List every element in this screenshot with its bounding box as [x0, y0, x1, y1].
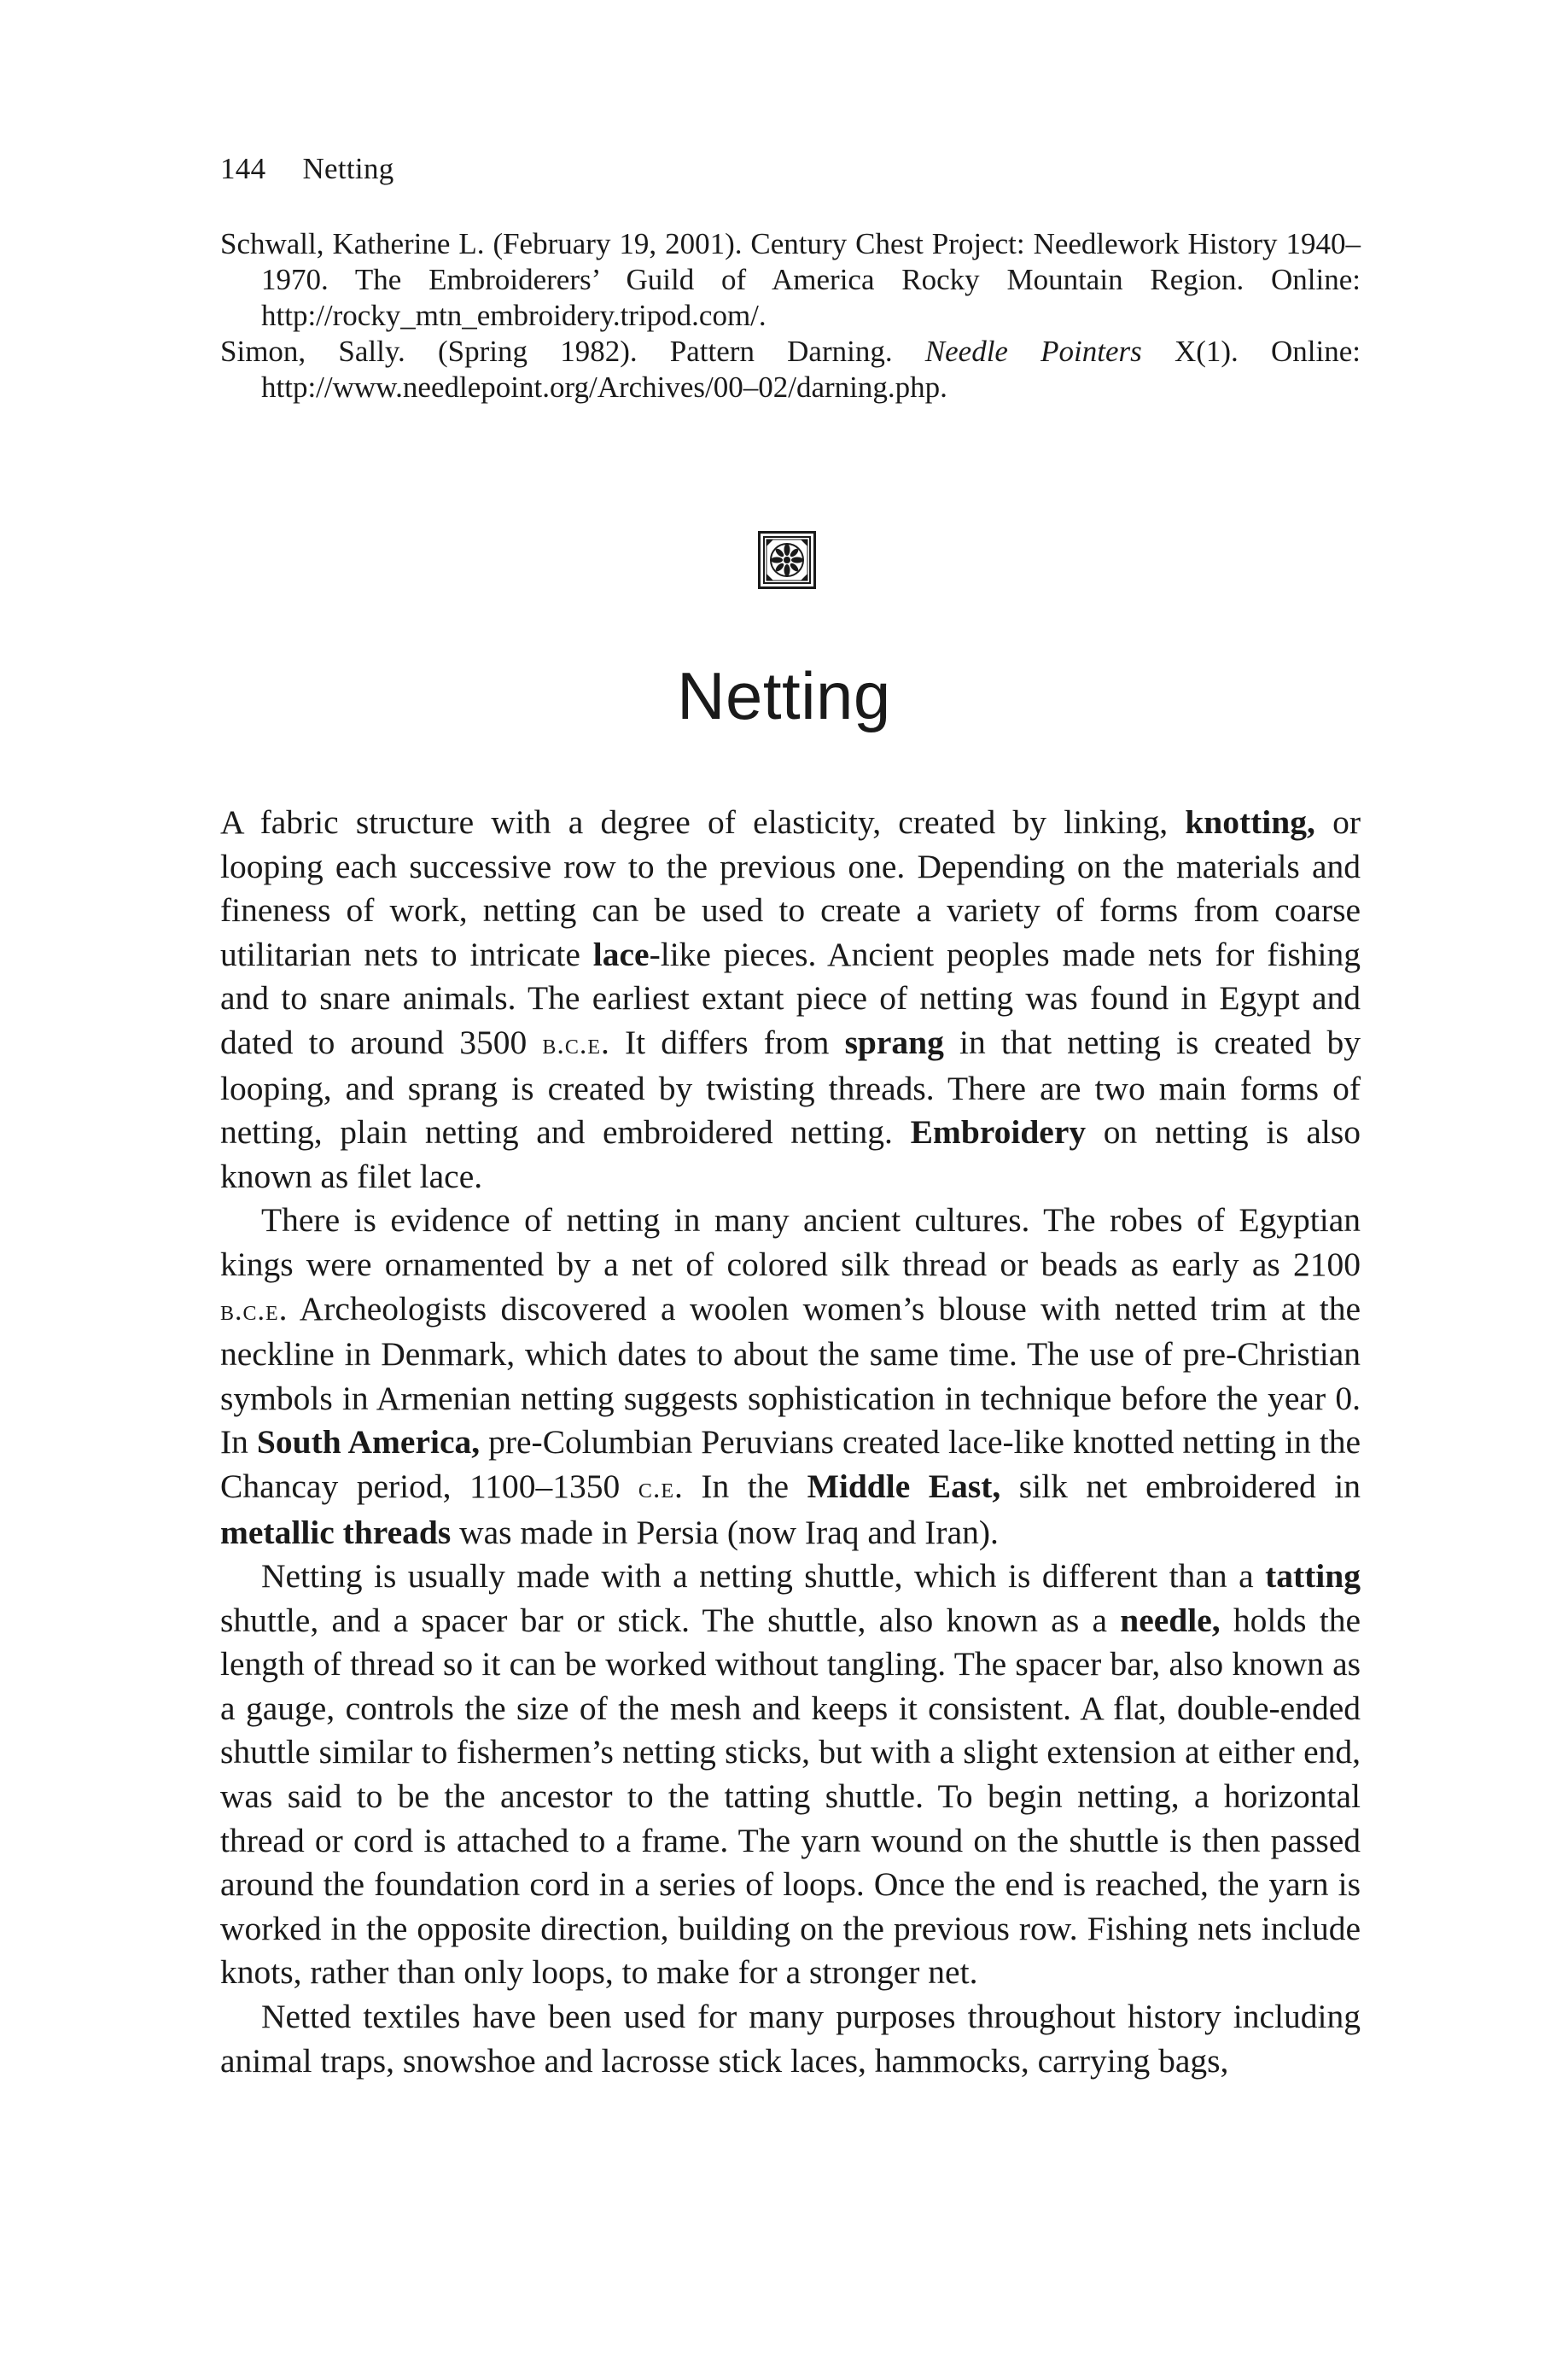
- journal-title: Needle Pointers: [924, 335, 1142, 368]
- page-number: 144: [220, 152, 266, 185]
- cross-reference-term: lace: [592, 935, 650, 973]
- body-paragraph: [220, 1199, 1361, 1555]
- era-abbreviation: c.e: [638, 1472, 674, 1504]
- text-run: on netting is also known as filet lace.: [220, 1113, 1361, 1195]
- cross-reference-term: metallic threads: [220, 1513, 452, 1551]
- text-run: A fabric structure with a degree of elasticity, created by linking,: [220, 803, 1186, 841]
- text-run: silk net embroidered in: [1000, 1467, 1361, 1505]
- text-run: or looping each successive row to the previous one. Depending on the materials and fineness of work, netting can be used to create a variety of forms from coarse utilitarian nets to intricate: [220, 803, 1361, 973]
- text-run: Netted textiles have been used for many purposes throughout history including animal traps, snowshoe and lacrosse stick laces, hammocks, carrying bags,: [220, 1998, 1361, 2080]
- square-floral-ornament-icon: [758, 531, 816, 589]
- reference-item: [220, 334, 1361, 406]
- text-run: shuttle, and a spacer bar or stick. The shuttle, also known as a: [220, 1601, 1121, 1639]
- reference-text: Simon, Sally. (Spring 1982). Pattern Darning.: [220, 335, 925, 368]
- text-run: was made in Persia (now Iraq and Iran).: [451, 1513, 999, 1551]
- reference-text: X(1). Online: http://www.needlepoint.org/Archives/00–02/darning.php.: [261, 335, 1361, 404]
- reference-list: [220, 226, 1361, 406]
- entry-body: [220, 801, 1361, 2083]
- text-run: . In the: [673, 1467, 807, 1505]
- cross-reference-term: needle,: [1120, 1601, 1221, 1639]
- text-run: There is evidence of netting in many ancient cultures. The robes of Egyptian kings were ornamented by a net of colored silk thread or beads as early as 2100: [220, 1201, 1361, 1283]
- era-abbreviation: b.c.e: [220, 1294, 279, 1327]
- cross-reference-term: South America,: [256, 1423, 481, 1462]
- text-run: Netting is usually made with a netting shuttle, which is different than a: [261, 1557, 1266, 1596]
- body-paragraph: [220, 1995, 1361, 2083]
- running-head-section: Netting: [302, 152, 394, 185]
- entry-title: Netting: [677, 658, 891, 733]
- era-abbreviation: b.c.e: [542, 1028, 602, 1060]
- body-paragraph: [220, 1555, 1361, 1995]
- cross-reference-term: Middle East,: [807, 1467, 1001, 1505]
- body-paragraph: [220, 801, 1361, 1199]
- text-run: in that netting is created by looping, and sprang is created by twisting threads. There are two main forms of netting, plain netting and embroidered netting.: [220, 1023, 1361, 1152]
- running-head: [220, 152, 394, 186]
- text-run: . It differs from: [601, 1023, 845, 1061]
- text-run: . Archeologists discovered a woolen women’s blouse with netted trim at the neckline in Denmark, which dates to about the same time. The use of pre-Christian symbols in Armenian netting suggests sophistication in technique before the year 0. In: [220, 1289, 1361, 1462]
- cross-reference-term: sprang: [844, 1023, 944, 1061]
- cross-reference-term: knotting,: [1185, 803, 1315, 841]
- text-run: holds the length of thread so it can be worked without tangling. The spacer bar, also known as a gauge, controls the size of the mesh and keeps it consistent. A flat, double-ended shuttle similar to fishermen’s netting sticks, but with a slight extension at either end, was said to be the ancestor to the tatting shuttle. To begin netting, a horizontal thread or cord is attached to a frame. The yarn wound on the shuttle is then passed around the foundation cord in a series of loops. Once the end is reached, the yarn is worked in the opposite direction, building on the previous row. Fishing nets include knots, rather than only loops, to make for a stronger net.: [220, 1601, 1361, 1992]
- text-run: pre-Columbian Peruvians created lace-like knotted netting in the Chancay period, 1100–1350: [220, 1423, 1361, 1505]
- cross-reference-term: tatting: [1265, 1557, 1361, 1596]
- reference-item: Schwall, Katherine L. (February 19, 2001). Century Chest Project: Needlework History 1940–1970. The Embroiderers’ Guild of America Rocky Mountain Region. Online: http://rocky_mtn_embroidery.tripod.com/.: [220, 227, 1361, 332]
- cross-reference-term: Embroidery: [910, 1113, 1087, 1152]
- text-run: -like pieces. Ancient peoples made nets for fishing and to snare animals. The earliest extant piece of netting was found in Egypt and dated to around 3500: [220, 935, 1361, 1061]
